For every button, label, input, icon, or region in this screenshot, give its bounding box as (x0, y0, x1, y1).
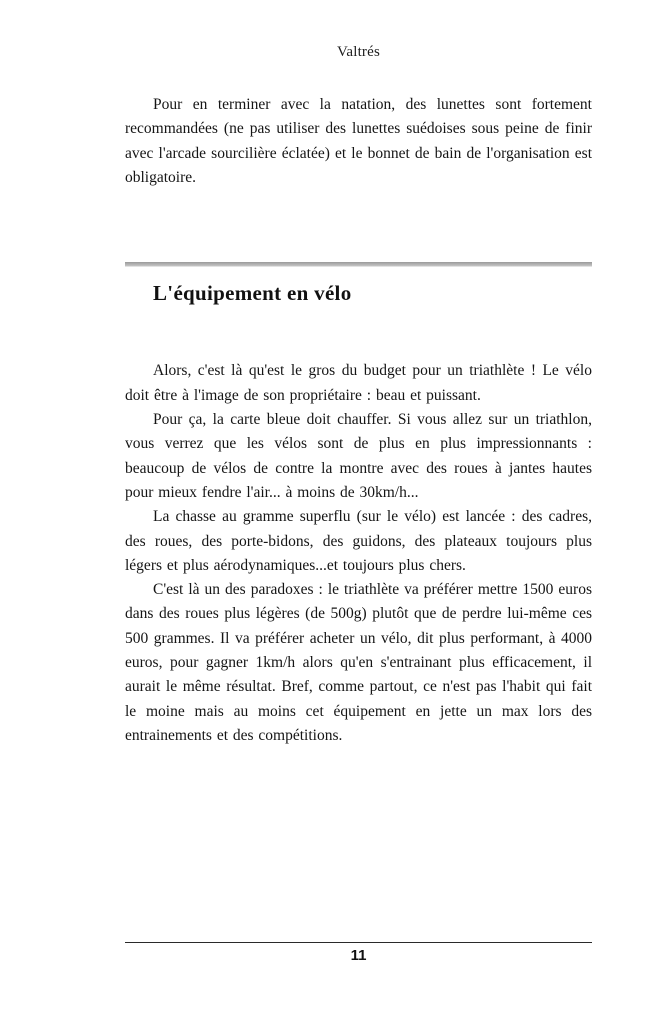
body-paragraph: La chasse au gramme superflu (sur le vélo) est lancée : des cadres, des roues, des porte-bidons, des guidons, des plateaux toujours plus légers et plus aérodynamiques...et toujours plus chers. (125, 508, 592, 574)
intro-paragraph: Pour en terminer avec la natation, des lunettes sont fortement recommandées (ne pas utiliser des lunettes suédoises sous peine de finir avec l'arcade sourcilière éclatée) et le bonnet de bain de l'organisation est obligatoire. (125, 96, 592, 186)
running-header: Valtrés (336, 44, 381, 60)
page-number: 11 (350, 947, 367, 964)
body-paragraph: Pour ça, la carte bleue doit chauffer. Si vous allez sur un triathlon, vous verrez que les vélos sont de plus en plus impressionnants : beaucoup de vélos de contre la montre avec des roues à jantes hautes pour mieux fendre l'air... à moins de 30km/h... (125, 411, 592, 501)
section-divider-rule (125, 262, 592, 267)
page-footer (125, 942, 592, 964)
page-content (0, 93, 666, 748)
section-body (125, 359, 592, 748)
section-heading: L'équipement en vélo (153, 281, 352, 306)
body-paragraph: C'est là un des paradoxes : le triathlète va préférer mettre 1500 euros dans des roues plus légères (de 500g) plutôt que de perdre lui-même ces 500 grammes. Il va préférer acheter un vélo, dit plus performant, à 4000 euros, pour gagner 1km/h alors qu'en s'entrainant plus efficacement, il aurait le même résultat. Bref, comme partout, ce n'est pas l'habit qui fait le moine mais au moins cet équipement en jette un max lors des entrainements et des compétitions. (125, 581, 592, 744)
body-paragraph: Alors, c'est là qu'est le gros du budget pour un triathlète ! Le vélo doit être à l'image de son propriétaire : beau et puissant. (125, 362, 592, 404)
footer-rule (125, 942, 592, 943)
